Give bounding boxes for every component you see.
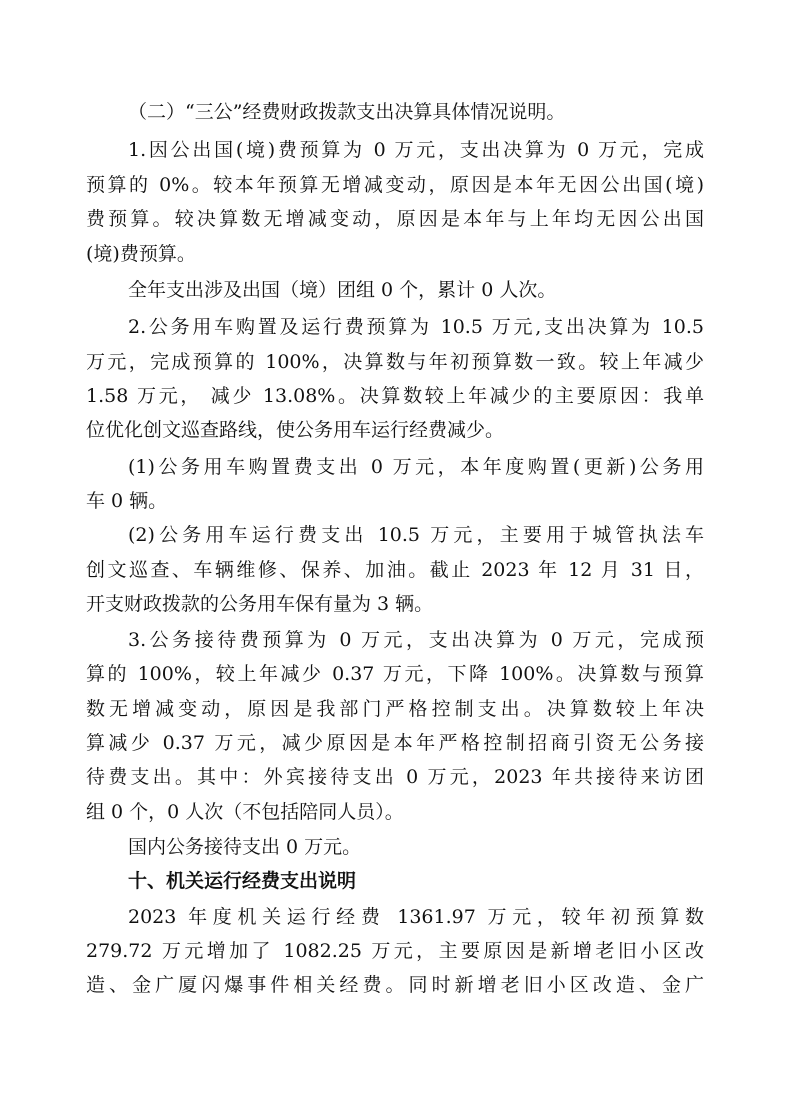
paragraph-line: 待费支出。其中：外宾接待支出 0 万元，2023 年共接待来访团 <box>86 766 704 788</box>
paragraph-line: 造、金广厦闪爆事件相关经费。同时新增老旧小区改造、金广 <box>86 974 704 996</box>
paragraph-line: 算减少 0.37 万元，减少原因是本年严格控制招商引资无公务接 <box>86 732 704 754</box>
paragraph-line: (1)公务用车购置费支出 0 万元，本年度购置(更新)公务用 <box>128 456 704 478</box>
paragraph-line: 预算的 0%。较本年预算无增减变动，原因是本年无因公出国(境) <box>86 174 704 196</box>
paragraph-line: 开支财政拨款的公务用车保有量为 3 辆。 <box>86 593 434 615</box>
paragraph-line: 全年支出涉及出国（境）团组 0 个，累计 0 人次。 <box>128 279 557 301</box>
paragraph-line: 费预算。较决算数无增减变动，原因是本年与上年均无因公出国 <box>86 208 704 230</box>
paragraph-line: (2)公务用车运行费支出 10.5 万元，主要用于城管执法车 <box>128 524 704 546</box>
paragraph-line: 车 0 辆。 <box>86 490 168 512</box>
paragraph-line: 创文巡查、车辆维修、保养、加油。截止 2023 年 12 月 31 日， <box>86 559 704 581</box>
paragraph-line: 1.58 万元， 减少 13.08%。决算数较上年减少的主要原因：我单 <box>86 385 704 407</box>
paragraph-line: 279.72 万元增加了 1082.25 万元，主要原因是新增老旧小区改 <box>86 940 704 962</box>
paragraph-line: 国内公务接待支出 0 万元。 <box>128 836 362 858</box>
paragraph-line: 算的 100%，较上年减少 0.37 万元，下降 100%。决算数与预算 <box>86 663 704 685</box>
subsection-title: （二）“三公”经费财政拨款支出决算具体情况说明。 <box>128 101 566 123</box>
paragraph-line: 数无增减变动，原因是我部门严格控制支出。决算数较上年决 <box>86 698 704 720</box>
paragraph-line: 2023 年度机关运行经费 1361.97 万元，较年初预算数 <box>128 906 704 928</box>
paragraph-line: 1.因公出国(境)费预算为 0 万元，支出决算为 0 万元，完成 <box>128 139 704 161</box>
paragraph-line: (境)费预算。 <box>86 243 196 265</box>
paragraph-line: 万元，完成预算的 100%，决算数与年初预算数一致。较上年减少 <box>86 351 704 373</box>
paragraph-line: 组 0 个，0 人次（不包括陪同人员）。 <box>86 801 404 823</box>
section-heading: 十、机关运行经费支出说明 <box>128 870 357 892</box>
paragraph-line: 2.公务用车购置及运行费预算为 10.5 万元,支出决算为 10.5 <box>128 316 704 338</box>
paragraph-line: 位优化创文巡查路线，使公务用车运行经费减少。 <box>86 419 505 441</box>
paragraph-line: 3.公务接待费预算为 0 万元，支出决算为 0 万元，完成预 <box>128 629 704 651</box>
